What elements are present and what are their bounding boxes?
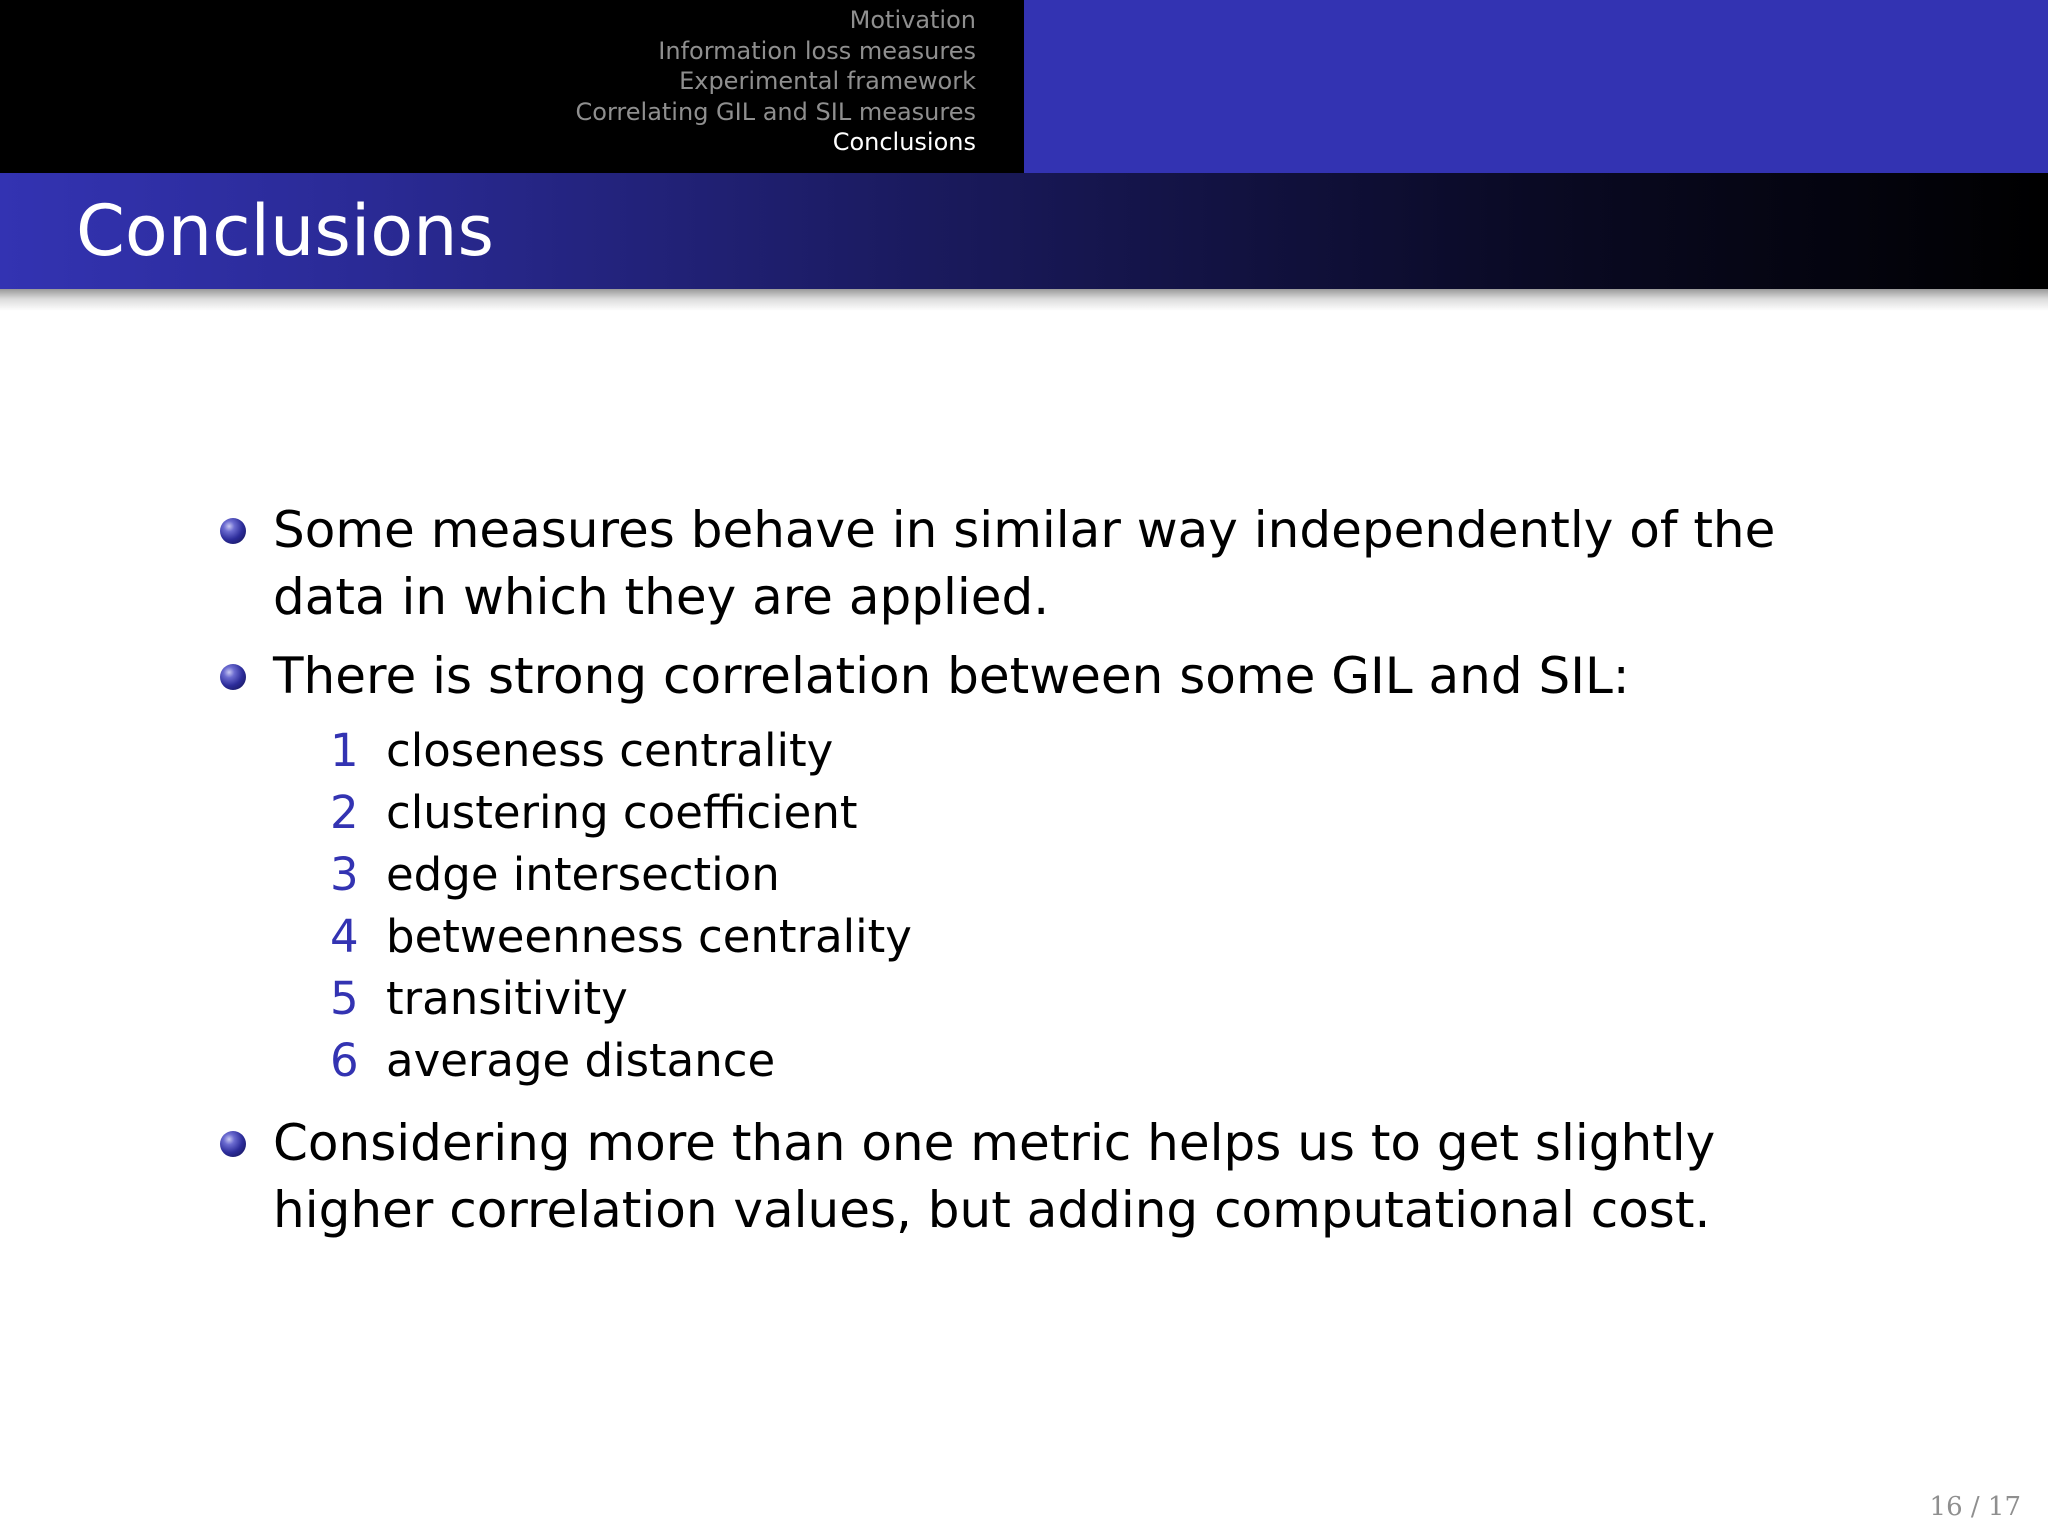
enumerated-item [330, 720, 833, 782]
bullet-ball-icon [220, 1131, 246, 1157]
enumerated-number: 4 [330, 910, 359, 963]
enumerated-number: 1 [330, 724, 359, 777]
bullet-ball-icon [220, 664, 246, 690]
bullet-item-measures-behave: Some measures behave in similar way independently of the data in which they are applied. [273, 501, 1776, 626]
nav-section-experimental-framework[interactable]: Experimental framework [679, 67, 976, 95]
enumerated-text: closeness centrality [386, 724, 834, 777]
nav-section-motivation[interactable]: Motivation [849, 6, 976, 34]
enumerated-text: clustering coefficient [386, 786, 858, 839]
nav-section-correlating-gil-sil[interactable]: Correlating GIL and SIL measures [575, 97, 976, 126]
nav-section-information-loss-measures[interactable]: Information loss measures [658, 36, 976, 65]
bullet-ball-icon [220, 518, 246, 544]
bullet-item-strong-correlation: There is strong correlation between some GIL and SIL: [273, 647, 1630, 705]
enumerated-number: 3 [330, 848, 359, 901]
bullet-item-more-than-one-metric: Considering more than one metric helps us to get slightly higher correlation values, but adding computational cost. [273, 1114, 1716, 1239]
page-number: 16 / 17 [1929, 1492, 2021, 1522]
enumerated-number: 5 [330, 972, 359, 1025]
enumerated-item [330, 782, 858, 844]
enumerated-text: average distance [386, 1034, 776, 1087]
enumerated-item [330, 844, 780, 906]
enumerated-item [330, 1030, 775, 1092]
enumerated-text: betweenness centrality [386, 910, 912, 963]
enumerated-text: edge intersection [386, 848, 780, 901]
nav-section-conclusions[interactable]: Conclusions [832, 128, 976, 156]
enumerated-item [330, 968, 628, 1030]
enumerated-text: transitivity [386, 972, 628, 1025]
frame-title: Conclusions [76, 190, 494, 272]
enumerated-number: 6 [330, 1034, 359, 1087]
enumerated-number: 2 [330, 786, 359, 839]
enumerated-item [330, 906, 912, 968]
